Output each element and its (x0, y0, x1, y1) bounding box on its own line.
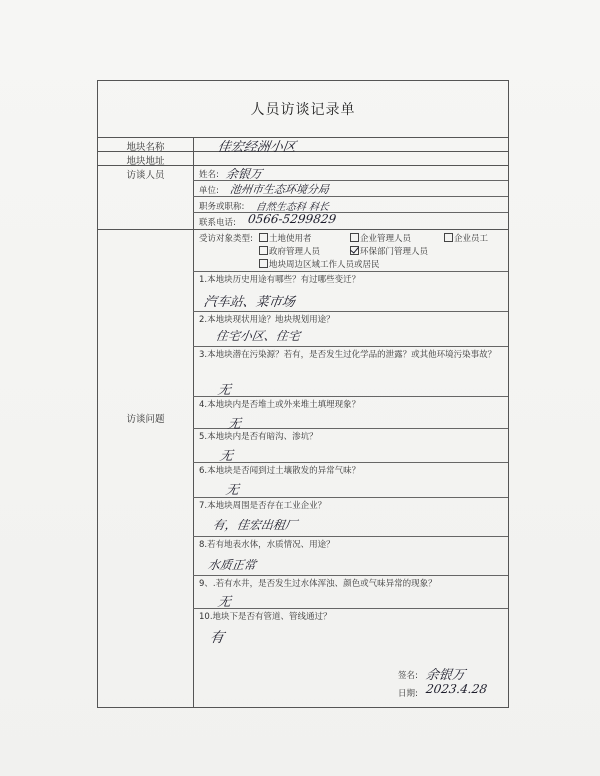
name-value: 余银万 (224, 167, 263, 181)
checkbox[interactable] (259, 246, 268, 255)
question-4: 4.本地块内是否堆土或外来堆土填埋现象？ (199, 400, 361, 410)
question-divider (193, 536, 508, 537)
type-option-checked[interactable]: 环保部门管理人员 (350, 245, 428, 257)
phone-value: 0566-5299829 (247, 212, 338, 226)
row-divider (98, 137, 508, 138)
question-1: 1.本地块历史用途有哪些？有过哪些变迁？ (199, 275, 361, 285)
answer-5: 无 (218, 449, 234, 464)
question-divider (193, 428, 508, 429)
question-divider (193, 608, 508, 609)
type-option[interactable]: 地块周边区域工作人员或居民 (259, 258, 380, 270)
interview-form (97, 80, 509, 708)
question-divider (193, 346, 508, 347)
interview-questions-label: 访谈问题 (126, 414, 165, 425)
interviewee-label: 访谈人员 (126, 170, 165, 181)
question-6: 6.本地块是否闻到过土壤散发的异常气味？ (199, 466, 361, 476)
position-label: 职务或职称: (199, 202, 245, 212)
row-divider (98, 229, 508, 230)
column-divider (193, 137, 194, 707)
answer-9: 无 (216, 595, 232, 610)
unit-label: 单位: (199, 186, 219, 196)
sub-row-divider (193, 212, 508, 213)
type-option[interactable]: 企业员工 (444, 232, 488, 244)
checkbox[interactable] (444, 233, 453, 242)
answer-10: 有 (208, 630, 225, 646)
answer-7: 有，佳宏出租厂 (211, 518, 298, 532)
question-divider (193, 271, 508, 272)
checkbox[interactable] (350, 233, 359, 242)
signature: 余银万 (424, 668, 466, 683)
answer-3: 无 (216, 383, 232, 398)
checkbox[interactable] (259, 233, 268, 242)
date-label: 日期: (398, 689, 418, 699)
plot-address-label: 地块地址 (126, 156, 165, 167)
question-9: 9、.若有水井，是否发生过水体浑浊、颜色或气味异常的现象？ (199, 579, 437, 589)
plot-name-label: 地块名称 (126, 142, 165, 153)
checked-checkbox[interactable] (350, 246, 359, 255)
date-value: 2023.4.28 (425, 682, 489, 696)
phone-label: 联系电话: (199, 218, 236, 228)
type-option[interactable]: 政府管理人员 (259, 245, 320, 257)
form-title: 人员访谈记录单 (250, 102, 356, 118)
answer-2: 住宅小区、住宅 (214, 329, 301, 343)
question-5: 5.本地块内是否有暗沟、渗坑？ (199, 432, 318, 442)
type-option[interactable]: 企业管理人员 (350, 232, 411, 244)
type-option[interactable]: 土地使用者 (259, 232, 312, 244)
name-label: 姓名: (199, 170, 219, 180)
checkbox[interactable] (259, 259, 268, 268)
answer-1: 汽车站、菜市场 (202, 295, 296, 310)
question-8: 8.若有地表水体，水质情况、用途？ (199, 540, 335, 550)
question-3: 3.本地块潜在污染源？若有，是否发生过化学品的泄露？或其他环境污染事故？ (199, 350, 497, 360)
question-divider (193, 396, 508, 397)
question-divider (193, 497, 508, 498)
answer-6: 无 (224, 483, 240, 498)
plot-name-value: 佳宏经洲小区 (216, 140, 297, 155)
question-2: 2.本地块现状用途？地块规划用途？ (199, 315, 335, 325)
question-divider (193, 311, 508, 312)
question-7: 7.本地块周围是否存在工业企业？ (199, 501, 327, 511)
question-10: 10.地块下是否有管道、管线通过？ (199, 612, 332, 622)
question-divider (193, 575, 508, 576)
type-label: 受访对象类型: (199, 234, 253, 244)
answer-4: 无 (226, 417, 242, 432)
question-divider (193, 462, 508, 463)
sign-label: 签名: (398, 671, 418, 681)
answer-8: 水质正常 (206, 558, 257, 572)
unit-value: 池州市生态环境分局 (229, 183, 330, 196)
position-value: 自然生态科 科长 (254, 202, 330, 213)
